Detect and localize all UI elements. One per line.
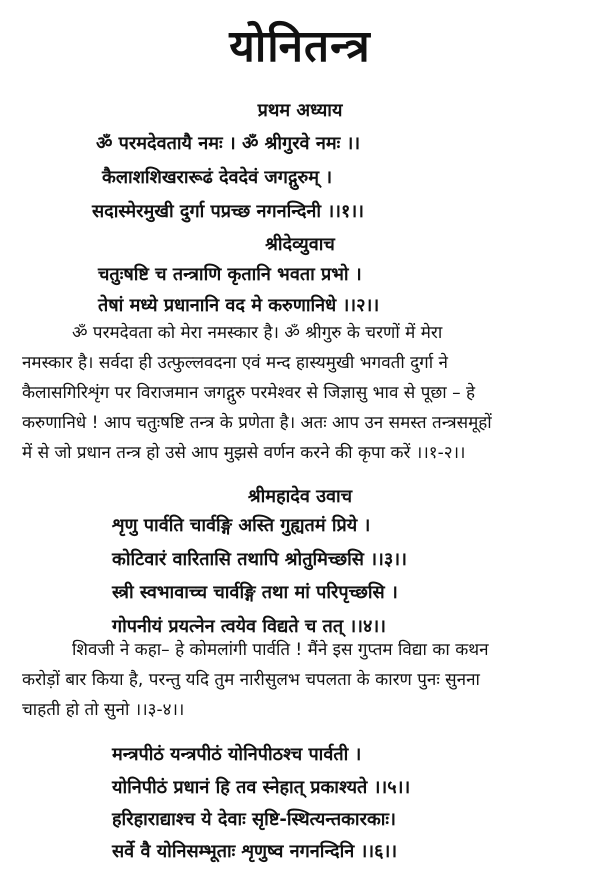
verse-line: कोटिवारं वारितासि तथापि श्रोतुमिच्छसि ।।३।।: [112, 549, 407, 570]
translation-paragraph: [22, 318, 582, 468]
prose-line: में से जो प्रधान तन्त्र हो उसे आप मुझसे वर्णन करने की कृपा करें ।।१-२।।: [22, 443, 466, 463]
speaker-heading: श्रीमहादेव उवाच: [247, 486, 353, 507]
prose-line: कैलासगिरिशृंग पर विराजमान जगद्गुरु परमेश्वर से जिज्ञासु भाव से पूछा – हे: [22, 383, 476, 403]
prose-line: शिवजी ने कहा– हे कोमलांगी पार्वति ! मैंने इस गुप्तम विद्या का कथन: [72, 640, 489, 660]
document-title: योनितन्त्र: [229, 21, 371, 72]
verse-line: हरिहाराद्याश्च ये देवाः सृष्टि-स्थित्यन्तकारकाः।: [112, 809, 396, 830]
prose-line: करोड़ों बार किया है, परन्तु यदि तुम नारीसुलभ चपलता के कारण पुनः सुनना: [22, 670, 480, 690]
verse-line: गोपनीयं प्रयत्नेन त्वयेव विद्यते च तत् ।।४।।: [112, 616, 386, 637]
prose-line: नमस्कार है। सर्वदा ही उत्फुल्लवदना एवं मन्द हास्यमुखी भगवती दुर्गा ने: [22, 353, 448, 373]
verse-line: स्त्री स्वभावाच्च चार्वङ्गि तथा मां परिपृच्छसि ।: [112, 582, 398, 603]
verse-line: योनिपीठं प्रधानं हि तव स्नेहात् प्रकाश्यते ।।५।।: [112, 777, 411, 798]
prose-line: करुणानिधे ! आप चतुःषष्टि तन्त्र के प्रणेता है। अतः आप उन समस्त तन्त्रसमूहों: [22, 413, 492, 433]
translation-paragraph: [22, 635, 582, 725]
verse-line: कैलाशशिखरारूढं देवदेवं जगद्गुरुम् ।: [102, 167, 333, 188]
verse-line: तेषां मध्ये प्रधानानि वद मे करुणानिधे ।।२।।: [98, 295, 380, 316]
verse-line: ॐ परमदेवतायै नमः । ॐ श्रीगुरवे नमः ।।: [96, 133, 361, 154]
prose-line: चाहती हो तो सुनो ।।३-४।।: [22, 700, 185, 720]
verse-line: मन्त्रपीठं यन्त्रपीठं योनिपीठश्च पार्वती ।: [112, 744, 362, 765]
prose-line: ॐ परमदेवता को मेरा नमस्कार है। ॐ श्रीगुरु के चरणों में मेरा: [72, 323, 443, 343]
verse-line: सर्वे वै योनिसम्भूताः शृणुष्व नगनन्दिनि ।।६।।: [112, 841, 398, 862]
speaker-heading: श्रीदेव्युवाच: [265, 234, 335, 255]
verse-line: शृणु पार्वति चार्वङ्गि अस्ति गुह्यतमं प्रिये ।: [112, 515, 371, 536]
chapter-heading: प्रथम अध्याय: [257, 100, 343, 121]
verse-line: सदास्मेरमुखी दुर्गा पप्रच्छ नगनन्दिनी ।।१।।: [92, 201, 364, 222]
verse-line: चतुःषष्टि च तन्त्राणि कृतानि भवता प्रभो ।: [98, 264, 362, 285]
